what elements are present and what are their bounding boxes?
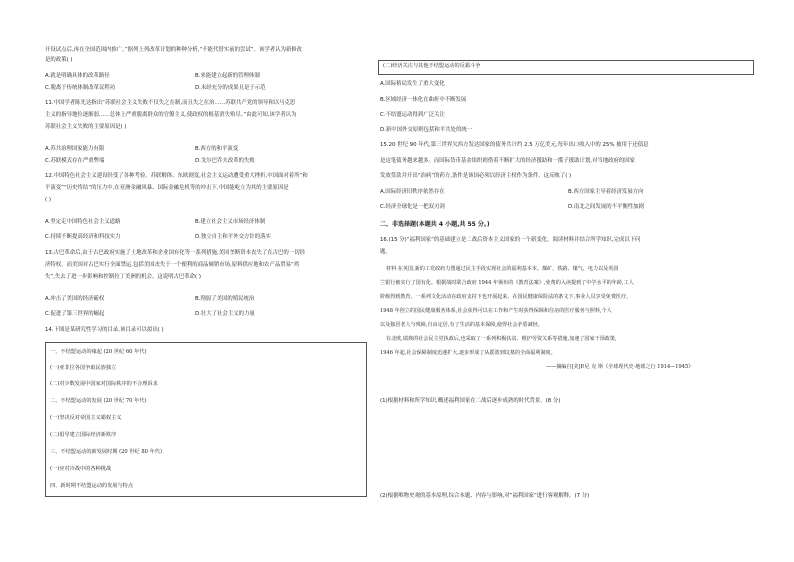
material-source: ——摘编自[美]P.尼 克 斯《全球现代史·地球之行 1914—1945》	[546, 364, 694, 370]
q15-option-d: D.南北之间发展的不平衡性加剧	[568, 204, 644, 210]
q16-stem-line-2: 题。	[380, 249, 391, 255]
q15-stem-line-3: 发放贷款并开出“治病”的药方,条件是该国必须以经济主权作为条件。这反映了( )	[380, 173, 572, 179]
outline-line: 三、不结盟运动的新发展时期 (20 世纪 80 年代)	[50, 449, 163, 455]
q14-option-b: B.区域经济一体化在曲折中不断发展	[380, 97, 467, 103]
q13-option-b: B.削弱了美国的殖民统治	[195, 296, 255, 302]
q12-option-a: A.坚定走中国特色社会主义道路	[45, 219, 121, 225]
q11-stem-line-1: 11.中国学者陈先达指出“苏联社会主义失败不仅失之在制,而且失之在治……苏联共产党的领导和以马克思	[45, 100, 296, 106]
q12-stem-line-2: 平演变”“历史终结”的压力中,在亚洲金融风暴、国际金融危机等的冲击下,中国能屹立为其的主要原因是	[45, 185, 289, 191]
outline-line: (二)对少数发展中国家对国际秩序的不合理诉求	[50, 381, 158, 387]
q14-stem: 14.下图是某研究性学习的目录,该目录可以拟出( )	[45, 327, 164, 333]
material-line: 1948 年创立的国民健康服务体系,社会获得可以在工作和产生时获得保障和住房的医疗服务与照料,个人	[380, 308, 612, 314]
q10-stem-line-2: 是的政策( )	[45, 57, 73, 63]
q12-stem-line-1: 12.中国特色社会主义建设经受了各种考验。苏联解体、东欧剧变,社会主义运动遭受重大挫折,中国面对着所“和	[45, 173, 308, 179]
material-line: 在北欧,瑞典的社会民主党执政后,也采取了一系列积极扶贫、维护劳资关系等措施,加速了国家干预政策,	[386, 336, 617, 342]
outline-line: (一)亚非拉各国争取民族独立	[50, 365, 117, 371]
q13-stem-line-1: 13.古巴革命后,由于古巴政府实施了土地改革和企业国有化等一系列措施,美国垄断资本丧失了在古巴的一切经	[45, 250, 305, 256]
material-line: 材料 在英国,新的工党政府力图通过民主手段实现社会的福利基本本。煤矿、铁路、煤气、电力以及英国	[386, 266, 619, 272]
q10-stem-line-1: 开设试点后,再在全国范围内推广。”据列上列改革计划的种种分析,“不能代替实前的尝试”。该学者认为新修改	[45, 47, 303, 53]
material-line: 以及独居老人与残障,自由定居,有了生活的基本保障,使得社会矛盾减轻。	[380, 322, 543, 328]
q15-stem-line-1: 15.20 世纪 90 年代,第三世界欠西方发达国家的债务共计约 2.5 万亿美元,每年出口收入中的 25% 被用于还债息	[380, 142, 649, 148]
outline-line: (二)倡导建立国际经济新秩序	[50, 432, 117, 438]
material-line: 兰银行被实行了国有化。根据战时联合政府 1944 年颁布的《教育法案》,免费的入读提到了中学水平的年龄,工人	[380, 280, 634, 286]
outline-line: (一)坚决反对帝国主义霸权主义	[50, 415, 122, 421]
q10-option-d: D.未经充分的成果且是于示范	[195, 85, 266, 91]
q13-option-c: C.促进了第三世界的崛起	[45, 311, 105, 317]
q16-part-2: (2)根据唯物史观的基本原理,综合本题、内容与影响,对“福利国家”进行客观解释。(7 分)	[380, 493, 590, 499]
q11-option-b: B.西方的和平演变	[195, 146, 239, 152]
q14-option-c: C.不结盟运动得到广泛关注	[380, 112, 445, 118]
q16-part-1: (1)根据材料和所学知识,概述福利国家在二战后逐步成熟的时代背景。(8 分)	[380, 398, 561, 404]
q10-option-c: C.脱离于传统体制改革议程功	[45, 85, 116, 91]
q11-stem-line-3: 苏联社会主义失败的主要原因是( )	[45, 124, 127, 130]
q14-option-d: D.新中国外交原则包括和平共处的统一	[380, 127, 473, 133]
q12-option-d: D.独立自主和平外交方针的落实	[195, 234, 271, 240]
q16-stem-line-1: 16.(15 分)“福利国家”的基础建立是二战后资本主义国家的一个新变化。阅读材料并结合所学知识,完成以下问	[380, 237, 641, 243]
outline-line: 一、不结盟运动的缘起 (20 世纪 60 年代)	[50, 349, 147, 355]
q11-option-a: A.苏共治理国家能力有限	[45, 146, 105, 152]
q11-option-d: D.戈尔巴乔夫改革的失败	[195, 158, 255, 164]
q15-option-c: C.经济全球化是一把双刃剑	[380, 204, 445, 210]
outline-line: (一)应对冷战中的各种挑战	[50, 466, 112, 472]
section-2-heading: 二、非选择题(本题共 4 小题,共 55 分。)	[380, 221, 490, 228]
q12-option-c: C.持续不断提高经济和科技实力	[45, 234, 121, 240]
q13-stem-line-2: 济特权。而美国对古巴实行全面禁运,包括美国丧失于一个便利的商品倾销市场,原料供应地和农产品贸易“鸡	[45, 262, 300, 268]
outline-line: 二、不结盟运动的发展 (20 世纪 70 年代)	[50, 398, 147, 404]
q11-option-c: C.苏联模式存在严重弊端	[45, 158, 105, 164]
q15-stem-line-2: 是这笔债务越来越多。而国际货币基金组织则借着不断扩大的经济援助和一揽子援助计划,对当地政府的国家	[380, 158, 636, 164]
q10-option-b: B.来能建立起新的管理体制	[195, 73, 260, 79]
q14-option-a: A.国际格局发生了重大变化	[380, 81, 445, 87]
q13-stem-line-3: 失”,失去了进一步影响和控制拉丁美洲的机会。这说明古巴革命( )	[45, 274, 201, 280]
q13-option-d: D.壮大了社会主义的力量	[195, 311, 255, 317]
study-outline-box	[45, 342, 367, 497]
q11-stem-line-2: 主义的指导地位逐渐弱……总体上严重脱离群众的官僚主义,使政权的根基消失殆尽。”由此可知,该学者认为	[45, 112, 297, 118]
q10-option-a: A.就是明确具体的改革路径	[45, 73, 110, 79]
q15-option-b: B.西方国家主导着经济发展方向	[568, 189, 644, 195]
material-line: 阶级得到教育。一系列文化活动在政府支持下也开展起来。在国民健康保险法的条文下,事业人员享受免费医疗。	[380, 294, 632, 300]
q12-option-b: B.建立社会主义市场经济体制	[195, 219, 266, 225]
material-line: 1946 年起,社会保障制度迅速扩大,逐步形成了从摇篮到坟墓的全面福利制度。	[380, 350, 556, 356]
q15-option-a: A.国际经济旧秩序依然存在	[380, 189, 445, 195]
q13-option-a: A.冲击了美国的经济霸权	[45, 296, 105, 302]
outline-continued-box	[378, 60, 754, 75]
outline-line: (二)经济关注与其他不结盟运动的反霸斗争	[383, 63, 481, 69]
outline-line: 四、新时期不结盟运动的发展与特点	[50, 483, 134, 489]
q12-stem-line-3: ( )	[45, 197, 51, 203]
